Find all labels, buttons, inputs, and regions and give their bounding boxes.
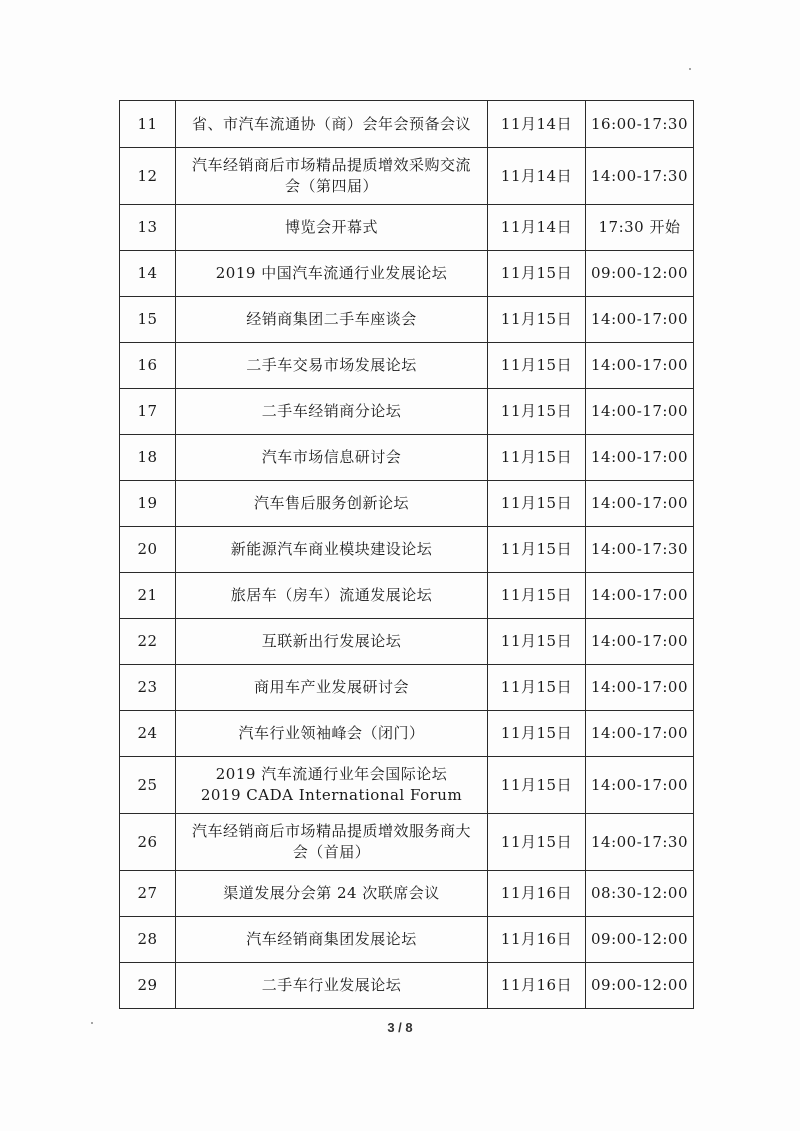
event-name-line: 汽车经销商集团发展论坛 [246,930,417,948]
event-name-line: 二手车行业发展论坛 [261,976,402,994]
event-name-cell [176,963,488,1009]
event-date-cell: 11月15日 [488,527,586,573]
table-row [120,527,694,573]
row-number-cell: 27 [120,871,176,917]
event-name-line: 汽车市场信息研讨会 [261,448,402,466]
event-date-cell: 11月15日 [488,665,586,711]
table-row [120,814,694,871]
event-time-cell: 14:00-17:00 [586,297,694,343]
event-name-cell [176,871,488,917]
event-date-cell: 11月14日 [488,101,586,148]
event-time-cell: 14:00-17:00 [586,711,694,757]
event-date-cell: 11月15日 [488,573,586,619]
event-name-line: 博览会开幕式 [284,218,378,236]
event-date-cell: 11月15日 [488,814,586,871]
event-time-cell: 09:00-12:00 [586,963,694,1009]
event-time-cell: 14:00-17:00 [586,573,694,619]
event-date-cell: 11月15日 [488,481,586,527]
event-name-line: 会（第四届） [284,177,378,195]
table-row [120,711,694,757]
event-name-line: 2019 CADA International Forum [200,786,463,804]
table-row [120,757,694,814]
event-time-cell: 09:00-12:00 [586,917,694,963]
event-name-line: 汽车行业领袖峰会（闭门） [238,724,425,742]
event-name-line: 新能源汽车商业模块建设论坛 [230,540,433,558]
table-row [120,963,694,1009]
event-name-line: 省、市汽车流通协（商）会年会预备会议 [191,114,471,133]
event-date-cell: 11月15日 [488,251,586,297]
schedule-table-body [120,101,694,1009]
event-name-cell [176,527,488,573]
event-time-cell: 14:00-17:00 [586,389,694,435]
event-time-cell: 14:00-17:30 [586,814,694,871]
event-name-line: 渠道发展分会第 24 次联席会议 [223,884,440,902]
row-number-cell: 26 [120,814,176,871]
row-number-cell: 12 [120,148,176,205]
event-name-line: 互联新出行发展论坛 [261,632,402,650]
row-number-cell: 25 [120,757,176,814]
row-number-cell: 11 [120,101,176,148]
event-name-line: 会（首届） [292,843,371,861]
event-name-cell [176,435,488,481]
event-name-cell [176,251,488,297]
event-time-cell: 09:00-12:00 [586,251,694,297]
page-number: 3 / 8 [387,1020,413,1035]
event-date-cell: 11月16日 [488,917,586,963]
table-row [120,619,694,665]
event-name-cell [176,101,488,148]
event-date-cell: 11月15日 [488,297,586,343]
event-date-cell: 11月16日 [488,963,586,1009]
table-row [120,481,694,527]
table-row [120,205,694,251]
table-row [120,665,694,711]
event-name-line: 汽车经销商后市场精品提质增效服务商大 [191,822,471,840]
event-time-cell: 14:00-17:00 [586,435,694,481]
table-row [120,871,694,917]
event-time-cell: 14:00-17:00 [586,343,694,389]
event-name-line: 2019 中国汽车流通行业发展论坛 [215,264,448,282]
row-number-cell: 19 [120,481,176,527]
row-number-cell: 14 [120,251,176,297]
table-row [120,573,694,619]
table-row [120,297,694,343]
event-name-cell [176,757,488,814]
event-name-line: 二手车交易市场发展论坛 [246,356,417,374]
row-number-cell: 17 [120,389,176,435]
event-time-cell: 08:30-12:00 [586,871,694,917]
event-time-cell: 17:30 开始 [586,205,694,251]
event-time-cell: 14:00-17:00 [586,665,694,711]
event-date-cell: 11月15日 [488,389,586,435]
event-name-cell [176,814,488,871]
event-name-cell [176,573,488,619]
table-row [120,101,694,148]
event-time-cell: 14:00-17:00 [586,481,694,527]
event-name-cell [176,343,488,389]
event-date-cell: 11月15日 [488,435,586,481]
event-date-cell: 11月15日 [488,711,586,757]
event-name-line: 汽车售后服务创新论坛 [253,494,409,512]
scan-speck [91,1022,93,1024]
row-number-cell: 22 [120,619,176,665]
event-name-line: 经销商集团二手车座谈会 [246,310,417,328]
event-time-cell: 14:00-17:00 [586,619,694,665]
event-name-cell [176,917,488,963]
event-date-cell: 11月15日 [488,757,586,814]
event-date-cell: 11月15日 [488,343,586,389]
event-name-line: 汽车经销商后市场精品提质增效采购交流 [191,156,471,174]
row-number-cell: 23 [120,665,176,711]
row-number-cell: 13 [120,205,176,251]
event-name-line: 旅居车（房车）流通发展论坛 [230,586,433,604]
row-number-cell: 18 [120,435,176,481]
event-name-line: 商用车产业发展研讨会 [253,678,409,696]
event-time-cell: 14:00-17:30 [586,148,694,205]
event-name-cell [176,711,488,757]
event-name-line: 二手车经销商分论坛 [261,402,402,420]
event-name-line: 2019 汽车流通行业年会国际论坛 [215,765,448,783]
scan-speck [689,68,691,70]
event-name-cell [176,205,488,251]
table-row [120,389,694,435]
row-number-cell: 28 [120,917,176,963]
event-name-cell [176,665,488,711]
event-time-cell: 16:00-17:30 [586,101,694,148]
table-row [120,251,694,297]
row-number-cell: 20 [120,527,176,573]
event-name-cell [176,389,488,435]
table-row [120,148,694,205]
event-name-cell [176,481,488,527]
event-date-cell: 11月14日 [488,205,586,251]
event-time-cell: 14:00-17:00 [586,757,694,814]
row-number-cell: 21 [120,573,176,619]
row-number-cell: 16 [120,343,176,389]
event-date-cell: 11月15日 [488,619,586,665]
row-number-cell: 29 [120,963,176,1009]
event-name-cell [176,297,488,343]
table-row [120,435,694,481]
table-row [120,917,694,963]
row-number-cell: 24 [120,711,176,757]
row-number-cell: 15 [120,297,176,343]
event-name-cell [176,148,488,205]
event-time-cell: 14:00-17:30 [586,527,694,573]
event-name-cell [176,619,488,665]
event-schedule-table [119,100,694,1009]
table-row [120,343,694,389]
event-date-cell: 11月14日 [488,148,586,205]
event-date-cell: 11月16日 [488,871,586,917]
